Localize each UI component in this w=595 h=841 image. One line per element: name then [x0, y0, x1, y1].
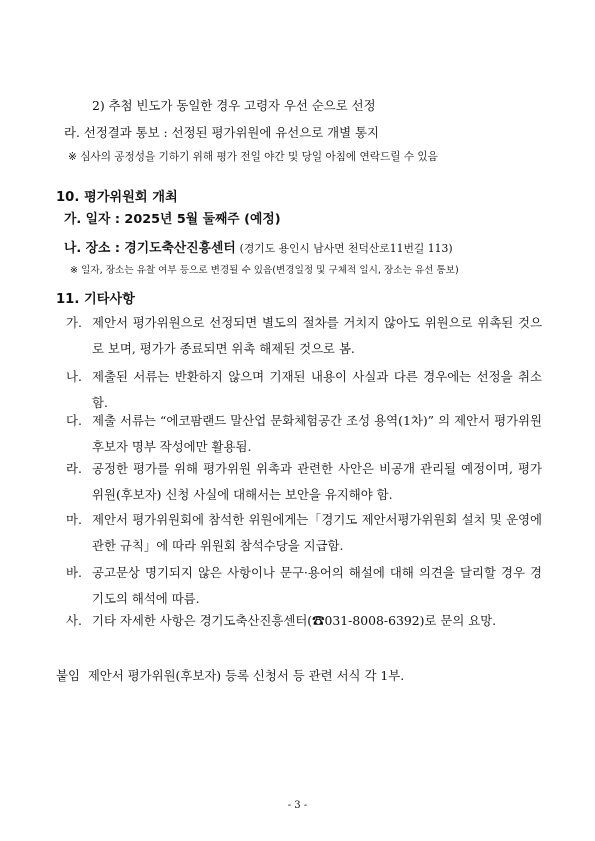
meeting-place-line [64, 240, 453, 257]
meeting-date: 가. 일자 : 2025년 5월 둘째주 (예정) [64, 212, 281, 227]
list-item [66, 608, 542, 634]
item-text: 공고문상 명기되지 않은 사항이나 문구·용어의 해설에 대해 의견을 달리할 경우 경기도의 해석에 따름. [92, 565, 542, 606]
item-marker: 사. [66, 613, 82, 628]
item-text: 제출된 서류는 반환하지 않으며 기재된 내용이 사실과 다른 경우에는 선정을 취소함. [92, 369, 542, 410]
item-text: 제안서 평가위원으로 선정되면 별도의 절차를 거치지 않아도 위원으로 위촉된 것으로 보며, 평가가 종료되면 위촉 해제된 것으로 봄. [92, 315, 542, 356]
item-marker: 가. [66, 315, 82, 330]
section-11-title: 11. 기타사항 [56, 292, 135, 307]
attachment-line: 붙임 제안서 평가위원(후보자) 등록 신청서 등 관련 서식 각 1부. [56, 668, 405, 683]
item-text: 공정한 평가를 위해 평가위원 위촉과 관련한 사안은 비공개 관리될 예정이며, 평가위원(후보자) 신청 사실에 대해서는 보안을 유지해야 함. [92, 461, 542, 502]
item-marker: 다. [66, 413, 82, 428]
meeting-place: 나. 장소 : 경기도축산진흥센터 [64, 241, 236, 256]
selection-rule-line: 2) 추첨 빈도가 동일한 경우 고령자 우선 순으로 선정 [92, 98, 376, 113]
schedule-note: ※ 일자, 장소는 유찰 여부 등으로 변경될 수 있음(변경일정 및 구체적 일시, 장소는 유선 통보) [70, 265, 459, 276]
item-text: 제출 서류는 “에코팜랜드 말산업 문화체험공간 조성 용역(1차)” 의 제안서 평가위원 후보자 명부 작성에만 활용됨. [92, 413, 542, 454]
section-10-title: 10. 평가위원회 개최 [56, 190, 178, 205]
list-item [66, 408, 542, 460]
item-marker: 라. [66, 461, 82, 476]
item-marker: 마. [66, 512, 82, 527]
list-item [66, 310, 542, 362]
list-item [66, 560, 542, 612]
page-number: - 3 - [287, 800, 308, 811]
meeting-address: (경기도 용인시 남사면 천덕산로11번길 113) [239, 242, 453, 255]
list-item [66, 456, 542, 508]
result-notice-line: 라. 선정결과 통보 : 선정된 평가위원에 유선으로 개별 통지 [64, 125, 379, 140]
list-item [66, 507, 542, 559]
item-text: 제안서 평가위원회에 참석한 위원에게는「경기도 제안서평가위원회 설치 및 운영에 관한 규칙」에 따라 위원회 참석수당을 지급함. [92, 512, 542, 553]
item-marker: 나. [66, 369, 82, 384]
item-text: 기타 자세한 사항은 경기도축산진흥센터(☎031-8008-6392)로 문의 요망. [92, 613, 497, 628]
item-marker: 바. [66, 565, 82, 580]
fairness-note: ※ 심사의 공정성을 기하기 위해 평가 전일 야간 및 당일 아침에 연락드릴 수 있음 [68, 151, 438, 163]
